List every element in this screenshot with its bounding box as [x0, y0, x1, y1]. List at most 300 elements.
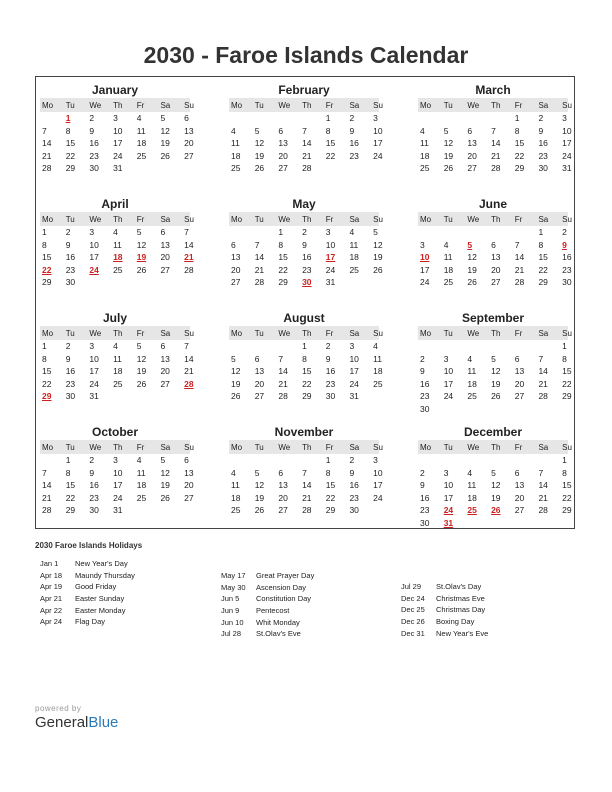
holiday-date: Dec 25: [401, 605, 425, 615]
day-cell: 12: [491, 366, 501, 377]
week-row: [418, 504, 572, 517]
weekday-label: Su: [373, 328, 383, 338]
day-cell: 1: [562, 341, 567, 352]
day-cell: 23: [349, 492, 359, 503]
day-cell: 20: [514, 492, 525, 503]
day-cell: 7: [514, 239, 520, 250]
day-cell: 19: [136, 366, 147, 377]
day-cell: 29: [562, 391, 572, 402]
day-cell: 8: [302, 353, 307, 364]
day-cell: 22: [278, 264, 288, 275]
day-cell: 3: [113, 455, 118, 466]
day-cell: 10: [113, 467, 123, 478]
day-cell: 7: [278, 353, 284, 364]
day-cell: 20: [160, 366, 170, 377]
weekday-label: Mo: [420, 442, 432, 452]
weekday-label: Su: [373, 100, 383, 110]
day-cell: 11: [231, 480, 240, 491]
day-cell: 18: [467, 378, 477, 389]
day-cell: 26: [467, 277, 477, 288]
day-cell: 1: [538, 227, 544, 238]
day-cell: 2: [302, 227, 307, 238]
holiday-day-cell: 25: [467, 505, 477, 516]
holiday-name: Constitution Day: [256, 594, 312, 604]
day-cell: 6: [184, 455, 189, 466]
day-cell: 10: [443, 366, 454, 377]
weekday-label: Sa: [349, 328, 360, 338]
day-cell: 27: [254, 391, 265, 402]
day-cell: 30: [538, 163, 548, 174]
day-cell: 29: [42, 277, 52, 288]
week-row: [40, 239, 194, 252]
holiday-item: [401, 593, 488, 605]
day-cell: 4: [420, 125, 425, 136]
day-cell: 19: [491, 492, 501, 503]
weekday-label: Tu: [443, 214, 453, 224]
month-july: [40, 311, 194, 403]
weekday-label: Th: [113, 100, 123, 110]
week-row: [418, 112, 568, 125]
day-cell: 18: [231, 150, 241, 161]
day-cell: 12: [231, 366, 241, 377]
day-cell: 3: [562, 113, 567, 124]
day-cell: 11: [113, 239, 122, 250]
day-cell: 18: [113, 366, 123, 377]
week-row: [40, 454, 190, 467]
holiday-item: [40, 581, 135, 593]
day-cell: 3: [443, 353, 449, 364]
week-row: [40, 112, 190, 125]
day-cell: 6: [491, 239, 496, 250]
day-cell: 12: [373, 239, 383, 250]
day-cell: 28: [491, 163, 501, 174]
weekday-label: We: [467, 100, 480, 110]
day-cell: 31: [325, 277, 336, 288]
day-cell: 9: [349, 467, 355, 478]
holidays-title: 2030 Faroe Islands Holidays: [35, 541, 143, 550]
week-row: [229, 492, 383, 505]
day-cell: 5: [160, 113, 166, 124]
day-cell: 22: [302, 378, 312, 389]
day-cell: 2: [89, 455, 95, 466]
day-cell: 4: [467, 467, 473, 478]
day-cell: 14: [254, 252, 265, 263]
day-cell: 18: [420, 150, 430, 161]
day-cell: 6: [184, 113, 189, 124]
weekday-label: Tu: [65, 214, 75, 224]
day-cell: 11: [420, 138, 429, 149]
day-cell: 10: [89, 239, 99, 250]
week-row: [40, 137, 194, 150]
month-may: [229, 197, 383, 289]
weekday-label: Tu: [254, 100, 264, 110]
day-cell: 21: [514, 264, 525, 275]
holiday-date: Apr 21: [40, 594, 63, 604]
day-cell: 23: [89, 150, 99, 161]
holiday-name: Great Prayer Day: [256, 571, 315, 581]
holiday-name: Maundy Thursday: [75, 570, 135, 580]
weekday-label: Mo: [42, 214, 54, 224]
day-cell: 20: [184, 480, 194, 491]
week-row: [418, 239, 568, 252]
day-cell: 27: [278, 505, 288, 516]
day-cell: 17: [349, 366, 359, 377]
day-cell: 31: [89, 391, 99, 402]
day-cell: 7: [538, 467, 544, 478]
day-cell: 10: [443, 480, 454, 491]
day-cell: 1: [65, 455, 71, 466]
day-cell: 19: [467, 264, 477, 275]
day-cell: 13: [514, 480, 525, 491]
week-row: [229, 137, 383, 150]
weekday-label: We: [89, 100, 102, 110]
day-cell: 22: [325, 492, 336, 503]
day-cell: 20: [514, 378, 525, 389]
page-title: 2030 - Faroe Islands Calendar: [143, 42, 469, 68]
weekday-header: [229, 212, 383, 226]
day-cell: 30: [562, 277, 572, 288]
day-cell: 2: [349, 113, 355, 124]
day-cell: 28: [302, 505, 312, 516]
day-cell: 29: [562, 505, 572, 516]
day-cell: 10: [89, 353, 99, 364]
brand-logo[interactable]: [35, 704, 118, 731]
holiday-item: [40, 616, 135, 628]
weekday-label: Su: [184, 442, 194, 452]
day-cell: 20: [231, 264, 241, 275]
week-row: [229, 504, 379, 517]
day-cell: 31: [349, 391, 359, 402]
day-cell: 10: [562, 125, 572, 136]
day-cell: 16: [325, 366, 336, 377]
week-row: [229, 150, 383, 163]
day-cell: 28: [184, 264, 194, 275]
day-cell: 20: [491, 264, 501, 275]
week-row: [40, 365, 194, 378]
week-row: [418, 378, 572, 391]
weekday-label: We: [467, 214, 480, 224]
weekday-label: Fr: [514, 328, 523, 338]
day-cell: 28: [538, 505, 548, 516]
day-cell: 29: [325, 505, 336, 516]
month-january: [40, 83, 194, 175]
day-cell: 15: [42, 366, 52, 377]
day-cell: 14: [42, 138, 52, 149]
week-row: [229, 226, 379, 239]
weekday-label: We: [89, 328, 102, 338]
holiday-column: [221, 570, 314, 640]
weekday-label: Tu: [65, 100, 75, 110]
weekday-label: Su: [184, 100, 194, 110]
day-cell: 12: [254, 138, 265, 149]
day-cell: 17: [443, 378, 454, 389]
day-cell: 22: [42, 378, 52, 389]
day-cell: 22: [65, 150, 76, 161]
month-february: [229, 83, 383, 175]
day-cell: 30: [89, 505, 99, 516]
day-cell: 18: [443, 264, 454, 275]
week-row: [418, 340, 568, 353]
weekday-label: Fr: [325, 328, 334, 338]
day-cell: 26: [373, 264, 383, 275]
day-cell: 26: [160, 150, 170, 161]
weekday-label: Sa: [160, 328, 171, 338]
day-cell: 12: [160, 467, 170, 478]
week-row: [40, 378, 194, 391]
day-cell: 27: [514, 505, 525, 516]
day-cell: 25: [231, 163, 241, 174]
day-cell: 8: [325, 125, 331, 136]
day-cell: 14: [278, 366, 288, 377]
day-cell: 24: [373, 150, 383, 161]
holiday-item: [401, 616, 488, 628]
day-cell: 24: [113, 150, 123, 161]
day-cell: 26: [136, 264, 147, 275]
holiday-item: [40, 558, 135, 570]
holiday-date: Apr 24: [40, 617, 63, 627]
week-row: [40, 251, 194, 264]
day-cell: 7: [254, 239, 260, 250]
weekday-label: We: [278, 214, 291, 224]
weekday-label: Mo: [420, 328, 432, 338]
day-cell: 16: [65, 366, 76, 377]
week-row: [418, 150, 572, 163]
week-row: [40, 390, 190, 403]
week-row: [418, 226, 568, 239]
day-cell: 12: [254, 480, 265, 491]
day-cell: 20: [278, 492, 288, 503]
day-cell: 23: [562, 264, 572, 275]
holiday-name: St.Olav's Day: [436, 582, 482, 592]
day-cell: 14: [538, 480, 548, 491]
day-cell: 21: [538, 492, 548, 503]
day-cell: 5: [373, 227, 378, 238]
day-cell: 16: [302, 252, 312, 263]
weekday-label: Mo: [420, 214, 432, 224]
holiday-name: Flag Day: [75, 617, 106, 627]
week-row: [229, 340, 379, 353]
weekday-header: [418, 212, 572, 226]
day-cell: 22: [562, 378, 572, 389]
week-row: [418, 403, 568, 416]
day-cell: 9: [349, 125, 355, 136]
week-row: [229, 276, 379, 289]
month-october: [40, 425, 194, 517]
day-cell: 13: [160, 353, 170, 364]
day-cell: 27: [160, 378, 170, 389]
day-cell: 24: [349, 378, 359, 389]
holiday-name: Ascension Day: [256, 582, 307, 592]
day-cell: 2: [325, 341, 331, 352]
powered-by-text: powered by: [35, 704, 82, 713]
week-row: [40, 467, 194, 480]
weekday-label: Tu: [254, 328, 264, 338]
day-cell: 30: [420, 403, 430, 414]
weekday-label: Fr: [136, 442, 145, 452]
day-cell: 19: [231, 378, 241, 389]
day-cell: 18: [231, 492, 241, 503]
day-cell: 23: [538, 150, 548, 161]
weekday-label: We: [278, 328, 291, 338]
day-cell: 16: [420, 492, 430, 503]
weekday-label: Sa: [160, 214, 171, 224]
month-name: July: [102, 311, 127, 325]
holiday-date: Apr 22: [40, 605, 63, 615]
day-cell: 4: [443, 239, 449, 250]
holiday-item: [401, 604, 488, 616]
day-cell: 20: [160, 252, 170, 263]
day-cell: 2: [538, 113, 544, 124]
week-row: [40, 492, 194, 505]
day-cell: 27: [160, 264, 170, 275]
weekday-header: [229, 98, 383, 112]
holiday-date: Apr 18: [40, 570, 63, 580]
day-cell: 20: [467, 150, 477, 161]
day-cell: 28: [538, 391, 548, 402]
week-row: [418, 454, 568, 467]
day-cell: 6: [278, 125, 284, 136]
day-cell: 20: [254, 378, 265, 389]
day-cell: 19: [373, 252, 383, 263]
month-september: [418, 311, 572, 415]
weekday-label: Tu: [443, 442, 453, 452]
day-cell: 17: [562, 138, 572, 149]
weekday-label: Fr: [514, 100, 523, 110]
weekday-label: Tu: [443, 100, 453, 110]
day-cell: 24: [443, 391, 454, 402]
day-cell: 4: [136, 455, 142, 466]
day-cell: 12: [443, 138, 454, 149]
day-cell: 12: [160, 125, 170, 136]
day-cell: 11: [443, 252, 453, 263]
holiday-name: Boxing Day: [436, 617, 475, 627]
holiday-day-cell: 30: [302, 277, 312, 288]
holiday-day-cell: 21: [184, 252, 194, 263]
day-cell: 13: [467, 138, 477, 149]
day-cell: 12: [467, 252, 477, 263]
weekday-label: Tu: [443, 328, 453, 338]
holiday-name: New Year's Day: [75, 559, 128, 569]
weekday-label: Th: [491, 100, 501, 110]
day-cell: 21: [278, 378, 288, 389]
day-cell: 12: [136, 353, 147, 364]
day-cell: 13: [491, 252, 501, 263]
day-cell: 19: [160, 480, 170, 491]
day-cell: 26: [443, 163, 454, 174]
weekday-label: Mo: [42, 100, 54, 110]
day-cell: 23: [420, 391, 430, 402]
day-cell: 10: [349, 353, 359, 364]
day-cell: 21: [184, 366, 194, 377]
day-cell: 23: [65, 264, 76, 275]
day-cell: 1: [562, 455, 567, 466]
day-cell: 8: [514, 125, 520, 136]
week-row: [418, 251, 572, 264]
day-cell: 22: [538, 264, 548, 275]
weekday-label: Th: [302, 442, 312, 452]
day-cell: 11: [467, 366, 477, 377]
day-cell: 23: [420, 505, 430, 516]
month-name: March: [475, 83, 511, 97]
month-name: June: [478, 197, 507, 211]
weekday-label: Mo: [231, 214, 243, 224]
month-name: April: [101, 197, 129, 211]
day-cell: 17: [443, 492, 454, 503]
day-cell: 29: [65, 505, 76, 516]
day-cell: 25: [231, 505, 241, 516]
weekday-label: Su: [184, 214, 194, 224]
week-row: [40, 479, 194, 492]
holiday-name: St.Olav's Eve: [256, 629, 301, 639]
day-cell: 21: [302, 492, 312, 503]
day-cell: 5: [491, 353, 496, 364]
day-cell: 7: [302, 467, 307, 478]
day-cell: 12: [491, 480, 501, 491]
weekday-label: Th: [302, 100, 312, 110]
week-row: [229, 467, 383, 480]
day-cell: 1: [325, 455, 331, 466]
day-cell: 13: [160, 239, 170, 250]
weekday-label: Th: [113, 214, 123, 224]
week-row: [40, 353, 194, 366]
day-cell: 4: [231, 467, 236, 478]
day-cell: 13: [278, 138, 288, 149]
day-cell: 15: [538, 252, 548, 263]
day-cell: 27: [467, 163, 477, 174]
holiday-name: Pentecost: [256, 606, 290, 616]
weekday-label: Tu: [254, 214, 264, 224]
day-cell: 19: [443, 150, 454, 161]
day-cell: 13: [514, 366, 525, 377]
holiday-item: [40, 604, 135, 616]
week-row: [40, 162, 190, 175]
day-cell: 26: [231, 391, 241, 402]
day-cell: 29: [65, 163, 76, 174]
weekday-label: Sa: [349, 442, 360, 452]
weekday-label: Fr: [325, 442, 334, 452]
day-cell: 11: [373, 353, 382, 364]
day-cell: 30: [65, 277, 76, 288]
weekday-label: Th: [491, 328, 501, 338]
holiday-date: May 30: [221, 582, 246, 592]
day-cell: 23: [302, 264, 312, 275]
day-cell: 2: [420, 353, 425, 364]
day-cell: 2: [420, 467, 425, 478]
day-cell: 3: [373, 455, 378, 466]
weekday-label: Fr: [325, 100, 334, 110]
month-march: [418, 83, 572, 175]
day-cell: 14: [184, 239, 194, 250]
day-cell: 2: [65, 341, 71, 352]
day-cell: 2: [89, 113, 95, 124]
day-cell: 26: [254, 505, 265, 516]
day-cell: 14: [538, 366, 548, 377]
day-cell: 24: [89, 378, 99, 389]
day-cell: 13: [231, 252, 241, 263]
weekday-header: [40, 98, 194, 112]
day-cell: 30: [65, 391, 76, 402]
day-cell: 31: [562, 163, 572, 174]
holiday-day-cell: 31: [443, 517, 454, 528]
holiday-item: [40, 593, 135, 605]
weekday-label: Su: [184, 328, 194, 338]
day-cell: 4: [231, 125, 236, 136]
day-cell: 26: [254, 163, 265, 174]
holiday-date: Jul 28: [221, 629, 242, 639]
holiday-day-cell: 18: [113, 252, 123, 263]
weekday-label: Fr: [136, 100, 145, 110]
day-cell: 24: [325, 264, 336, 275]
